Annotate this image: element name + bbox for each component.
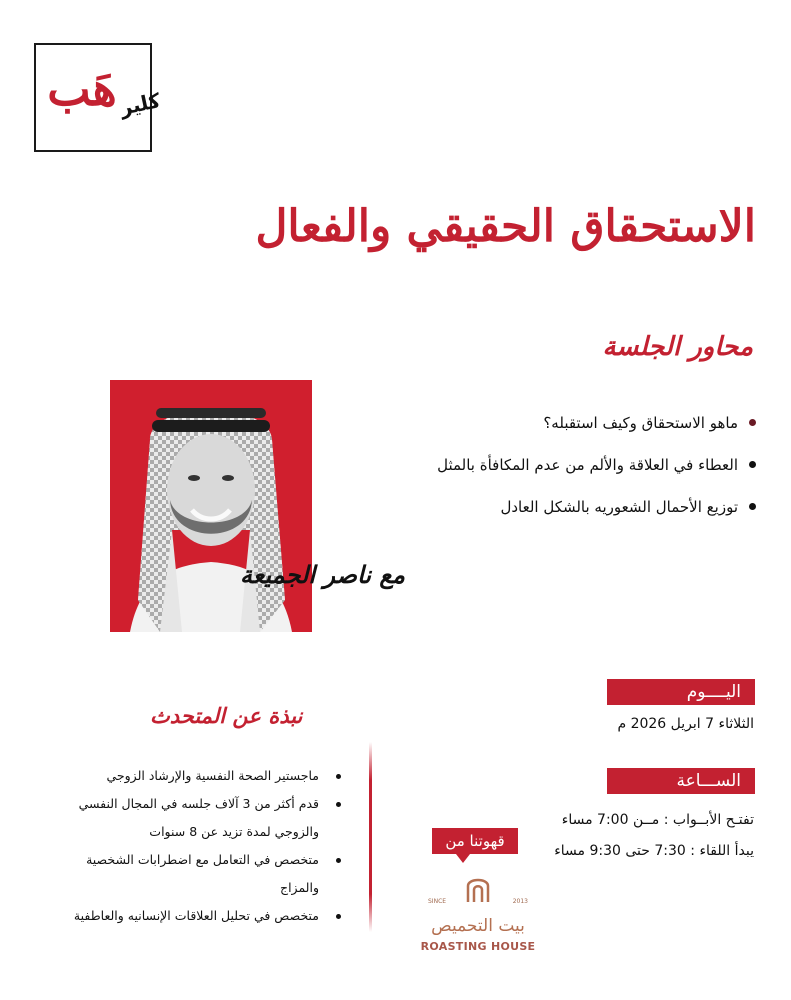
sponsor-name-ar: بيت التحميص [431, 916, 525, 936]
sponsor-name-en: ROASTING HOUSE [420, 940, 536, 953]
bullet-icon [749, 503, 756, 510]
doors-open-time: تفتـح الأبــواب : مــن 7:00 مساء [561, 812, 754, 828]
bio-heading: نبذة عن المتحدث [150, 703, 303, 728]
list-item: العطاء في العلاقة والألم من عدم المكافأة بالمثل [336, 450, 756, 492]
session-axes-list [336, 408, 756, 534]
house-arch-icon [466, 874, 490, 904]
bullet-icon [336, 774, 341, 779]
sponsor-badge: قهوتنا من [432, 828, 518, 854]
logo-side-text: كلير [117, 88, 163, 120]
event-title: الاستحقاق الحقيقي والفعال [255, 201, 756, 252]
bullet-icon [749, 419, 756, 426]
sponsor-since-label: SINCE [428, 898, 447, 905]
sponsor-since-year: 2013 [512, 898, 528, 905]
start-time: يبدأ اللقاء : 7:30 حتى 9:30 مساء [554, 843, 754, 859]
list-item: متخصص في التعامل مع اضطرابات الشخصية والمزاج [45, 846, 345, 902]
list-item: ماجستير الصحة النفسية والإرشاد الزوجي [45, 762, 345, 790]
sponsor-logo [420, 874, 536, 960]
bullet-icon [336, 914, 341, 919]
list-item: توزيع الأحمال الشعوريه بالشكل العادل [336, 492, 756, 534]
list-item: ماهو الاستحقاق وكيف استقبله؟ [336, 408, 756, 450]
logo-mark: هَب [47, 62, 117, 116]
list-item: متخصص في تحليل العلاقات الإنسانيه والعاطفية [45, 902, 345, 930]
session-axes-heading: محاور الجلسة [602, 332, 753, 362]
speech-tail-icon [456, 854, 470, 863]
speaker-photo [110, 380, 312, 632]
time-label: الســـاعة [607, 768, 755, 794]
bullet-icon [336, 802, 341, 807]
bullet-icon [336, 858, 341, 863]
bio-list [45, 762, 345, 930]
speaker-name: مع ناصر الجميعة [240, 560, 405, 589]
divider [369, 742, 372, 932]
day-value: الثلاثاء 7 ابريل 2026 م [617, 716, 754, 732]
day-label: اليــــوم [607, 679, 755, 705]
speaker-portrait-icon [110, 380, 312, 632]
bullet-icon [749, 461, 756, 468]
list-item: قدم أكثر من 3 آلاف جلسه في المجال النفسي والزوجي لمدة تزيد عن 8 سنوات [45, 790, 345, 846]
